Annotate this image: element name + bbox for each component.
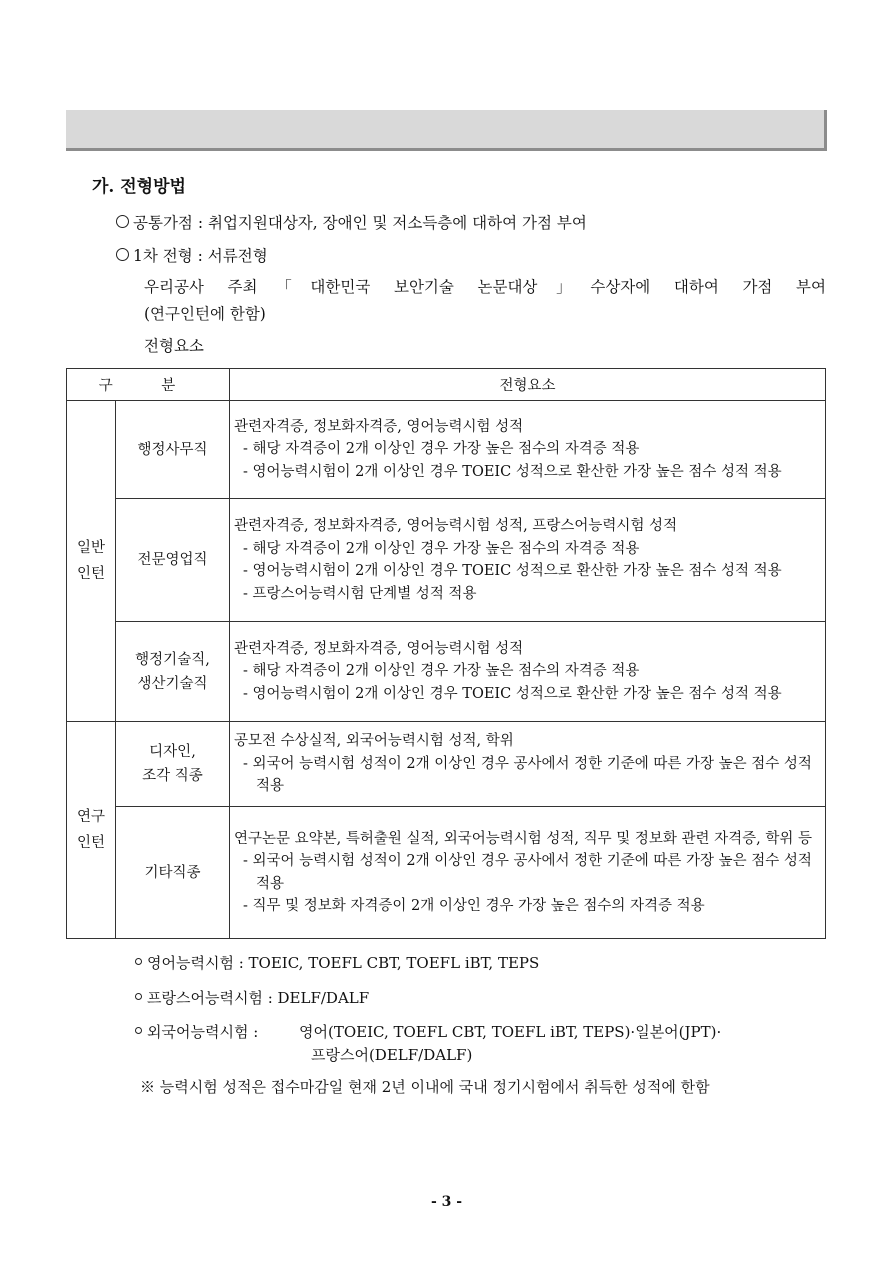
dash-item: - 영어능력시험이 2개 이상인 경우 TOEIC 성적으로 환산한 가장 높은 점수 성적 적용 — [243, 563, 782, 579]
note-foreign-test-line2: 프랑스어(DELF/DALF) — [311, 1046, 473, 1064]
circle-bullet-icon — [116, 248, 129, 261]
dash-item: - 외국어 능력시험 성적이 2개 이상인 경우 공사에서 정한 기준에 따른 가장 높은 점수 성적 적용 — [243, 755, 812, 795]
dash-item: - 프랑스어능력시험 단계별 성적 적용 — [243, 585, 477, 602]
group-label-general: 일반 인턴 — [67, 401, 116, 722]
bullet-first-round: 1차 전형 : 서류전형 — [116, 244, 268, 266]
page-number: - 3 - — [430, 1194, 463, 1210]
table-row — [67, 722, 826, 807]
factors-other: 연구논문 요약본, 특허출원 실적, 외국어능력시험 성적, 직무 및 정보화 관련 자격증, 학위 등 - 외국어 능력시험 성적이 2개 이상인 경우 공사에서 정한 기준에 따른 가장 높은 점수 성적 적용 - 직무 및 정보화 자격증이 2개 이상인 경우 가장 높은 점수의 자격증 적용 — [230, 807, 826, 939]
table-row — [67, 401, 826, 499]
note-foreign-test: 외국어능력시험 : 영어(TOEIC, TOEFL CBT, TOEFL iBT, TEPS)·일본어(JPT)· — [135, 1021, 721, 1042]
factors-admin-tech-production: 관련자격증, 정보화자격증, 영어능력시험 성적 - 해당 자격증이 2개 이상인 경우 가장 높은 점수의 자격증 적용 - 영어능력시험이 2개 이상인 경우 TOEIC 성적으로 환산한 가장 높은 점수 성적 적용 — [230, 622, 826, 722]
table-header-row — [67, 369, 826, 401]
circle-bullet-icon — [116, 215, 129, 228]
small-circle-bullet-icon — [135, 993, 142, 1000]
section-header-bar — [66, 110, 827, 151]
table-row — [67, 622, 826, 722]
award-paragraph-line1: 우리공사 주최「대한민국 보안기술 논문대상」수상자에 대하여 가점 부여 — [144, 278, 826, 296]
small-circle-bullet-icon — [135, 1027, 142, 1034]
table-row — [67, 807, 826, 939]
factors-design-sculpture: 공모전 수상실적, 외국어능력시험 성적, 학위 - 외국어 능력시험 성적이 2개 이상인 경우 공사에서 정한 기준에 따른 가장 높은 점수 성적 적용 — [230, 722, 826, 807]
job-other: 기타직종 — [116, 807, 230, 939]
dash-item: - 해당 자격증이 2개 이상인 경우 가장 높은 점수의 자격증 적용 — [243, 663, 640, 680]
dash-item: - 영어능력시험이 2개 이상인 경우 TOEIC 성적으로 환산한 가장 높은 점수 성적 적용 — [243, 463, 782, 480]
award-paragraph-line2: (연구인턴에 한함) — [144, 305, 266, 323]
table-row — [67, 499, 826, 622]
header-factors: 전형요소 — [230, 369, 826, 401]
dash-item: - 직무 및 정보화 자격증이 2개 이상인 경우 가장 높은 점수의 자격증 적용 — [243, 898, 705, 914]
job-design-sculpture: 디자인, 조각 직종 — [116, 722, 230, 807]
small-circle-bullet-icon — [135, 958, 142, 965]
factors-professional-sales: 관련자격증, 정보화자격증, 영어능력시험 성적, 프랑스어능력시험 성적 - 해당 자격증이 2개 이상인 경우 가장 높은 점수의 자격증 적용 - 영어능력시험이 2개 이상인 경우 TOEIC 성적으로 환산한 가장 높은 점수 성적 적용 - 프랑스어능력시험 단계별 성적 적용 — [230, 499, 826, 622]
note-french-test: 프랑스어능력시험 : DELF/DALF — [135, 987, 369, 1008]
group-label-research: 연구 인턴 — [67, 722, 116, 939]
factors-admin-office: 관련자격증, 정보화자격증, 영어능력시험 성적 - 해당 자격증이 2개 이상인 경우 가장 높은 점수의 자격증 적용 - 영어능력시험이 2개 이상인 경우 TOEIC 성적으로 환산한 가장 높은 점수 성적 적용 — [230, 401, 826, 499]
job-admin-tech-production: 행정기술직, 생산기술직 — [116, 622, 230, 722]
dash-item: - 외국어 능력시험 성적이 2개 이상인 경우 공사에서 정한 기준에 따른 가장 높은 점수 성적 적용 — [243, 853, 812, 892]
selection-factors-table — [66, 368, 826, 939]
job-admin-office: 행정사무직 — [116, 401, 230, 499]
section-title: 가. 전형방법 — [92, 177, 186, 197]
dash-item: - 해당 자격증이 2개 이상인 경우 가장 높은 점수의 자격증 적용 — [243, 441, 640, 458]
header-category: 구 분 — [67, 369, 230, 401]
note-english-test: 영어능력시험 : TOEIC, TOEFL CBT, TOEFL iBT, TEPS — [135, 952, 539, 973]
bullet-common-points: 공통가점 : 취업지원대상자, 장애인 및 저소득층에 대하여 가점 부여 — [116, 211, 587, 233]
dash-item: - 해당 자격증이 2개 이상인 경우 가장 높은 점수의 자격증 적용 — [243, 540, 640, 557]
note-remark: ※ 능력시험 성적은 접수마감일 현재 2년 이내에 국내 정기시험에서 취득한 성적에 한함 — [140, 1078, 710, 1096]
selection-factors-heading: 전형요소 — [144, 337, 204, 355]
job-professional-sales: 전문영업직 — [116, 499, 230, 622]
dash-item: - 영어능력시험이 2개 이상인 경우 TOEIC 성적으로 환산한 가장 높은 점수 성적 적용 — [243, 685, 782, 702]
